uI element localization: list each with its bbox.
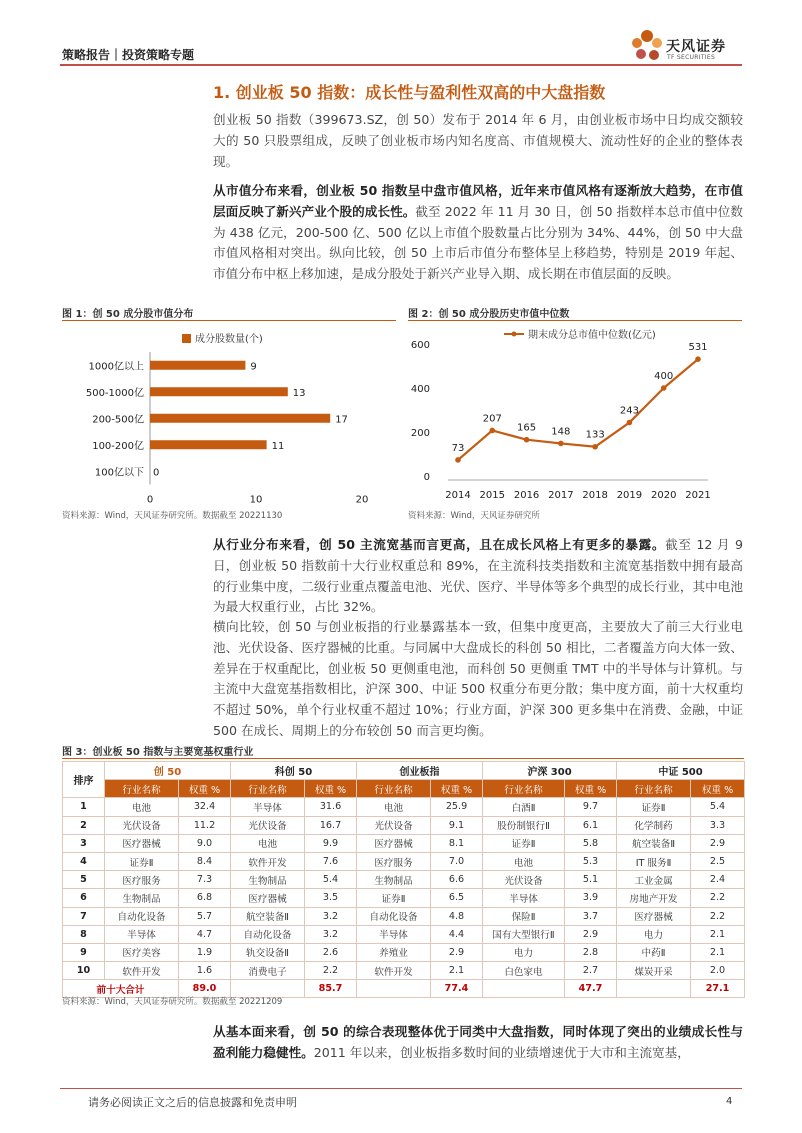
weight-cell: 6.8 [179,889,231,907]
industry-cell: 自动化设备 [231,925,305,943]
industry-cell: 医疗服务 [357,852,431,870]
weight-cell: 4.7 [179,925,231,943]
industry-cell: 化学制药 [617,816,691,834]
table-row [63,852,745,870]
industry-cell: 电池 [105,798,179,816]
industry-cell: 自动化设备 [105,907,179,925]
report-type: 策略报告｜投资策略专题 [62,48,195,62]
sum-label: 前十大合计 [63,980,179,998]
rank-cell: 7 [63,907,105,925]
fig1-chart [62,322,396,508]
weight-cell: 3.2 [305,907,357,925]
section-title: 1. 创业板 50 指数：成长性与盈利性双高的中大盘指数 [213,83,606,102]
group-header: 创 50 [105,762,231,780]
weight-cell: 7.0 [431,852,483,870]
rank-cell: 1 [63,798,105,816]
y-tick-label: 200 [410,428,430,439]
y-tick-label: 400 [410,384,430,395]
x-tick-label: 2019 [616,490,643,501]
bar [150,440,267,449]
industry-cell: 电池 [231,834,305,852]
data-point [455,457,461,463]
industry-cell: 证券Ⅱ [483,834,565,852]
tf-logo-icon [628,28,666,64]
weight-cell: 2.9 [431,943,483,961]
data-point [695,356,701,362]
data-label: 11 [271,440,285,452]
industry-cell: 医疗服务 [105,871,179,889]
rank-cell: 2 [63,816,105,834]
weight-cell: 2.2 [305,962,357,980]
weight-cell: 3.5 [305,889,357,907]
weight-cell: 2.2 [691,907,745,925]
weight-cell: 8.4 [179,852,231,870]
rank-cell: 10 [63,962,105,980]
column-header-name: 行业名称 [231,780,305,798]
table-row [63,871,745,889]
fig2-divider [408,320,742,321]
paragraph-market-cap-body: 截至 2022 年 11 月 30 日，创 50 指数样本总市值中位数为 438 亿元，200-500 亿、500 亿以上市值个股数量占比分别为 34%、44%，创 50 中大盘市值风格相对突出。纵向比较，创 50 上市后市值分布整体呈上移趋势，特别是 2019 年起、市值分布中枢上移加速，是成分股处于新兴产业导入期、成长期在市值层面的反映。 [213,203,744,282]
sum-spacer [617,980,691,998]
rank-cell: 6 [63,889,105,907]
x-tick-label: 2015 [479,490,506,501]
data-label: 207 [482,413,502,425]
sum-cell: 85.7 [305,980,357,998]
weight-cell: 2.1 [691,925,745,943]
column-header-weight: 权重 % [305,780,357,798]
weight-cell: 6.6 [431,871,483,889]
data-label: 0 [153,467,160,479]
sum-spacer [357,980,431,998]
table-row [63,907,745,925]
legend-marker [512,332,517,337]
weight-cell: 25.9 [431,798,483,816]
paragraph-fundamentals-lead: 从基本面来看，创 50 的综合表现整体优于同类中大盘指数，同时体现了突出的业绩成长性与盈利能力稳健性。 [213,1024,743,1060]
industry-cell: 软件开发 [231,852,305,870]
fig3-source: 资料来源：Wind，天风证券研究所。数据截至 20221209 [62,997,283,1007]
weight-cell: 2.1 [431,962,483,980]
page-number: 4 [726,1096,733,1107]
header-divider [60,64,742,66]
weight-cell: 5.8 [565,834,617,852]
x-tick-label: 20 [355,494,369,506]
column-header-weight: 权重 % [431,780,483,798]
weight-cell: 5.4 [305,871,357,889]
data-label: 73 [451,442,465,454]
group-header: 创业板指 [357,762,483,780]
data-label: 133 [585,429,605,441]
weight-cell: 2.6 [305,943,357,961]
weight-table [62,761,745,998]
fig2-chart [408,322,742,508]
sum-spacer [483,980,565,998]
weight-cell: 3.2 [305,925,357,943]
data-label: 13 [292,387,306,399]
category-label: 500-1000亿 [85,387,144,399]
data-label: 148 [551,426,571,438]
fig1-source: 资料来源：Wind，天风证券研究所。数据截至 20221130 [62,511,283,521]
weight-cell: 2.8 [565,943,617,961]
category-label: 200-500亿 [92,414,144,426]
fig3-divider [62,758,744,759]
industry-cell: 电力 [483,943,565,961]
industry-cell: 国有大型银行Ⅱ [483,925,565,943]
legend-label: 期末成分总市值中位数(亿元) [528,330,656,341]
weight-cell: 1.9 [179,943,231,961]
legend-label: 成分股数量(个) [195,334,263,345]
data-label: 400 [654,371,674,382]
x-tick-label: 0 [146,494,154,506]
industry-cell: 半导体 [357,925,431,943]
data-label: 165 [517,422,537,434]
x-tick-label: 2021 [685,490,711,501]
rank-cell: 9 [63,943,105,961]
x-tick-label: 2018 [582,490,608,501]
table-row [63,925,745,943]
bar [150,361,245,370]
paragraph-fundamentals [213,1022,743,1064]
industry-cell: 保险Ⅱ [483,907,565,925]
weight-cell: 2.7 [565,962,617,980]
column-header-name: 行业名称 [105,780,179,798]
fig2-source: 资料来源：Wind，天风证券研究所 [408,511,540,521]
table-row [63,889,745,907]
table-row [63,816,745,834]
industry-cell: 医疗器械 [231,889,305,907]
weight-cell: 11.2 [179,816,231,834]
bar [150,414,330,423]
industry-cell: 工业金属 [617,871,691,889]
fig2-title: 图 2：创 50 成分股历史市值中位数 [408,309,570,320]
weight-cell: 6.5 [431,889,483,907]
sum-cell: 89.0 [179,980,231,998]
industry-cell: 中药Ⅱ [617,943,691,961]
industry-cell: 软件开发 [357,962,431,980]
weight-cell: 2.5 [691,852,745,870]
footer-divider [60,1088,742,1089]
paragraph-market-cap-lead: 从市值分布来看，创业板 50 指数呈中盘市值风格，近年来市值风格有逐渐放大趋势，在市值层面反映了新兴产业个股的成长性。 [213,183,743,219]
industry-cell: 消费电子 [231,962,305,980]
footer-disclaimer: 请务必阅读正文之后的信息披露和免责申明 [88,1096,297,1109]
industry-cell: 软件开发 [105,962,179,980]
industry-cell: 半导体 [231,798,305,816]
industry-cell: 养殖业 [357,943,431,961]
weight-cell: 5.4 [691,798,745,816]
industry-cell: 证券Ⅱ [357,889,431,907]
industry-cell: 光伏设备 [357,816,431,834]
fig1-title: 图 1：创 50 成分股市值分布 [62,309,194,320]
column-header-weight: 权重 % [691,780,745,798]
industry-cell: 医疗器械 [105,834,179,852]
table-row [63,943,745,961]
industry-cell: 航空装备Ⅱ [617,834,691,852]
weight-cell: 7.3 [179,871,231,889]
paragraph-industry [213,535,743,618]
data-point [558,441,564,447]
column-header-weight: 权重 % [565,780,617,798]
legend-swatch [182,334,191,343]
weight-cell: 4.8 [431,907,483,925]
weight-cell: 2.9 [691,834,745,852]
weight-cell: 9.9 [305,834,357,852]
weight-cell: 2.4 [691,871,745,889]
weight-cell: 2.9 [565,925,617,943]
industry-cell: 医疗美容 [105,943,179,961]
weight-cell: 4.4 [431,925,483,943]
y-tick-label: 0 [423,472,430,483]
category-label: 100-200亿 [92,440,144,452]
industry-cell: 证券Ⅱ [105,852,179,870]
weight-cell: 5.7 [179,907,231,925]
weight-cell: 2.0 [691,962,745,980]
industry-cell: 证券Ⅱ [617,798,691,816]
x-tick-label: 10 [249,494,263,506]
table-group-header-row [63,762,745,780]
industry-cell: 股份制银行Ⅱ [483,816,565,834]
group-header: 沪深 300 [483,762,617,780]
bar [150,387,288,396]
rank-header: 排序 [63,762,105,798]
category-label: 100亿以下 [94,467,144,479]
data-point [661,385,667,391]
column-header-name: 行业名称 [357,780,431,798]
category-label: 1000亿以上 [88,361,144,373]
weight-cell: 9.0 [179,834,231,852]
weight-cell: 1.6 [179,962,231,980]
x-tick-label: 2014 [445,490,471,501]
weight-cell: 9.7 [565,798,617,816]
weight-cell: 3.9 [565,889,617,907]
weight-cell: 3.7 [565,907,617,925]
paragraph-industry-lead: 从行业分布来看，创 50 主流宽基而言更高，且在成长风格上有更多的暴露。 [213,537,666,552]
weight-cell: 3.3 [691,816,745,834]
data-label: 17 [335,414,348,426]
industry-cell: 半导体 [105,925,179,943]
column-header-name: 行业名称 [617,780,691,798]
industry-cell: 半导体 [483,889,565,907]
industry-cell: 航空装备Ⅱ [231,907,305,925]
table-row [63,798,745,816]
data-label: 243 [619,405,639,417]
column-header-weight: 权重 % [179,780,231,798]
rank-cell: 8 [63,925,105,943]
industry-cell: 电池 [483,852,565,870]
fig3-title: 图 3：创业板 50 指数与主要宽基权重行业 [62,747,254,758]
paragraph-industry-body: 截至 12 月 9 日，创业板 50 指数前十大行业权重总和 89%，在主流科技类指数和主流宽基指数中拥有最高的行业集中度，二级行业重点覆盖电池、光伏、医疗、半导体等多个典型的成长行业，其中电池为最大权重行业，占比 32%。 [213,537,743,615]
weight-cell: 8.1 [431,834,483,852]
brand-name-en: TF SECURITIES [667,54,716,61]
data-label: 9 [250,361,257,373]
paragraph-fundamentals-body: 2011 年以来，创业板指多数时间的业绩增速优于大市和主流宽基， [313,1044,690,1060]
data-point [489,428,495,434]
industry-cell: 生物制品 [231,871,305,889]
industry-cell: 生物制品 [105,889,179,907]
data-point [524,437,530,443]
industry-cell: IT 服务Ⅱ [617,852,691,870]
industry-cell: 光伏设备 [105,816,179,834]
table-column-header-row [63,780,745,798]
sum-cell: 77.4 [431,980,483,998]
industry-cell: 房地产开发 [617,889,691,907]
x-tick-label: 2017 [548,490,574,501]
industry-cell: 自动化设备 [357,907,431,925]
industry-cell: 白酒Ⅱ [483,798,565,816]
sum-cell: 47.7 [565,980,617,998]
paragraph-market-cap [213,181,743,285]
weight-cell: 16.7 [305,816,357,834]
industry-cell: 光伏设备 [231,816,305,834]
sum-cell: 27.1 [691,980,745,998]
paragraph-intro-text: 创业板 50 指数（399673.SZ，创 50）发布于 2014 年 6 月，由创业板市场中日均成交额较大的 50 只股票组成，反映了创业板市场内知名度高、市值规模大、流动性好的企业的整体表现。 [213,112,743,169]
industry-cell: 煤炭开采 [617,962,691,980]
industry-cell: 光伏设备 [483,871,565,889]
rank-cell: 3 [63,834,105,852]
weight-cell: 7.6 [305,852,357,870]
paragraph-comparison [213,617,743,742]
data-label: 531 [688,342,708,354]
data-point [592,444,598,450]
brand-name: 天风证券 [666,39,726,55]
x-tick-label: 2020 [650,490,677,501]
weight-cell: 2.1 [691,943,745,961]
industry-cell: 轨交设备Ⅱ [231,943,305,961]
group-header: 中证 500 [617,762,745,780]
industry-cell: 医疗器械 [357,834,431,852]
industry-cell: 电力 [617,925,691,943]
y-tick-label: 600 [410,340,430,351]
weight-cell: 2.2 [691,889,745,907]
industry-cell: 电池 [357,798,431,816]
column-header-name: 行业名称 [483,780,565,798]
weight-cell: 5.3 [565,852,617,870]
weight-cell: 31.6 [305,798,357,816]
rank-cell: 5 [63,871,105,889]
weight-cell: 6.1 [565,816,617,834]
weight-cell: 5.1 [565,871,617,889]
table-row [63,962,745,980]
paragraph-intro [213,110,743,172]
table-row [63,834,745,852]
data-point [627,420,633,426]
paragraph-comparison-text: 横向比较，创 50 与创业板指的行业暴露基本一致，但集中度更高，主要放大了前三大行业电池、光伏设备、医疗器械的比重。与同属中大盘成长的科创 50 相比，二者覆盖方向大体一致、差异在于权重配比，创业板 50 更侧重电池，而科创 50 更侧重 TMT 中的半导体与计算机。与主流中大盘宽基指数相比，沪深 300、中证 500 权重分布更分散；集中度方面，前十大权重均不超过 50%，单个行业权重不超过 10%；行业方面，沪深 300 更多集中在消费、金融，中证 500 在成长、周期上的分布较创 50 而言更均衡。 [213,619,743,738]
fig1-divider [62,320,396,321]
weight-cell: 9.1 [431,816,483,834]
group-header: 科创 50 [231,762,357,780]
industry-cell: 白色家电 [483,962,565,980]
weight-cell: 32.4 [179,798,231,816]
rank-cell: 4 [63,852,105,870]
x-tick-label: 2016 [513,490,540,501]
industry-cell: 医疗器械 [617,907,691,925]
industry-cell: 生物制品 [357,871,431,889]
